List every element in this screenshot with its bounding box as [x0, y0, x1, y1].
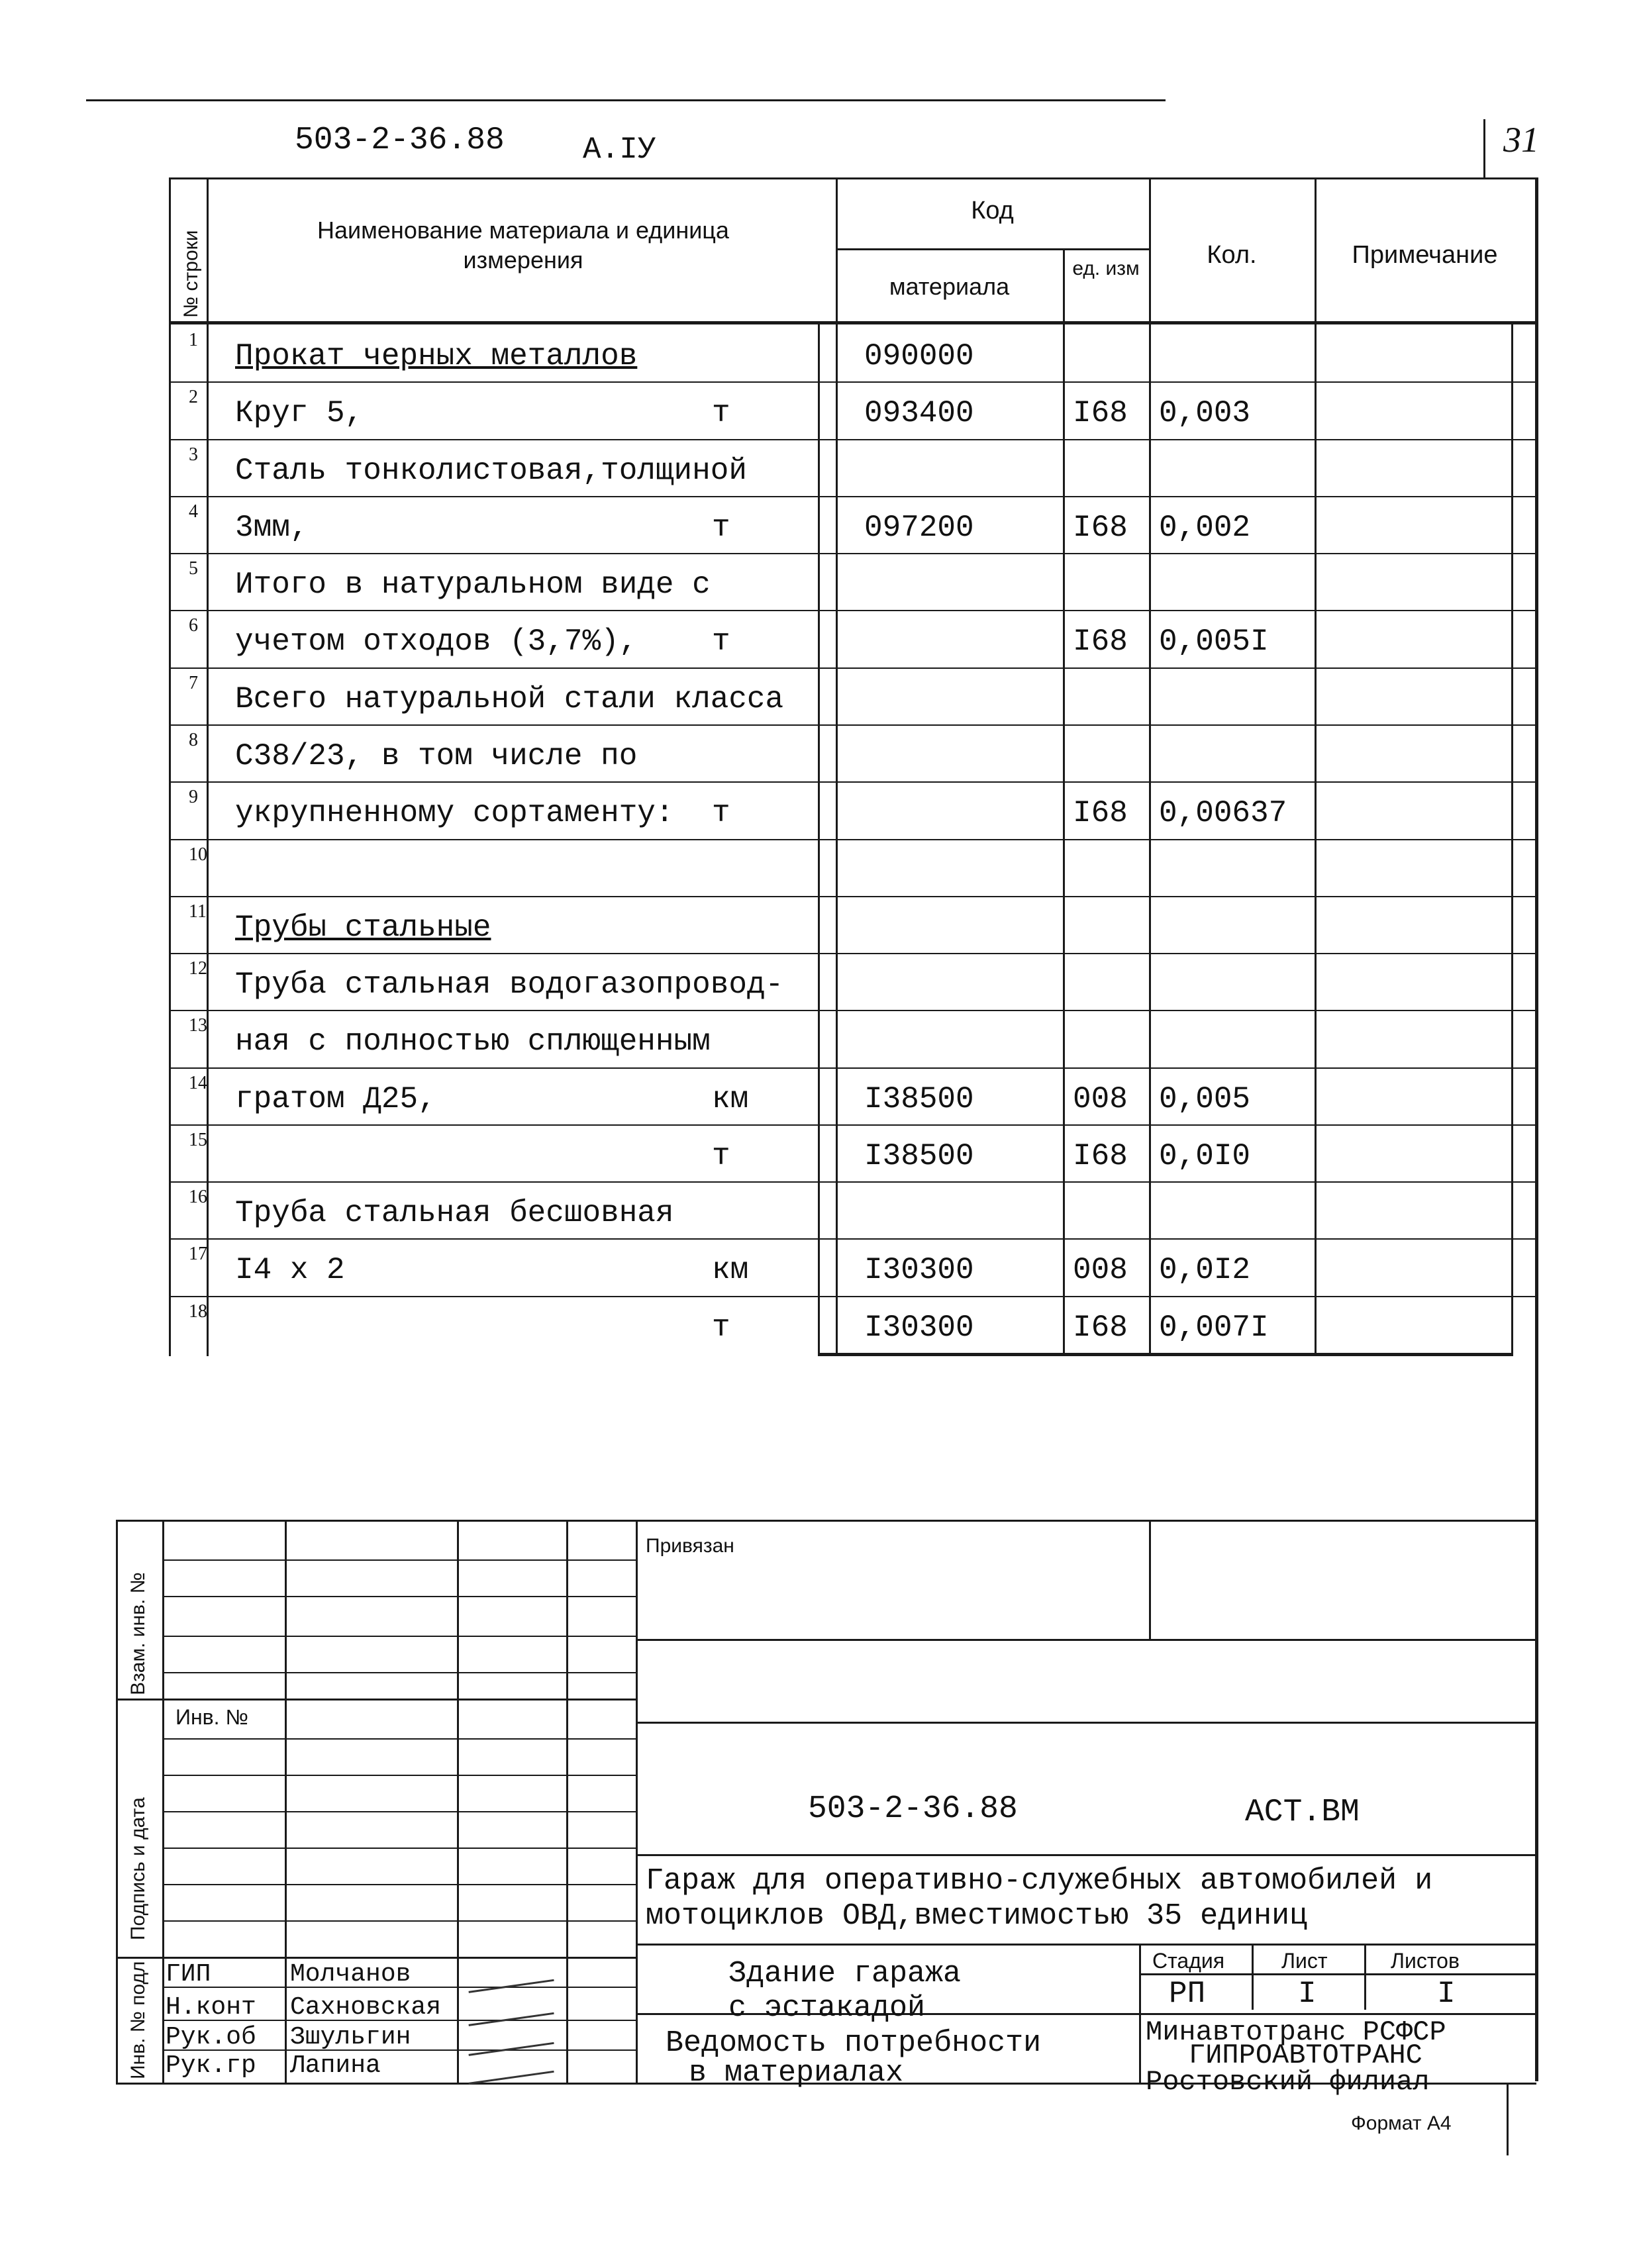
stamp-top-rule [116, 1520, 1536, 1522]
page-number: 31 [1503, 120, 1539, 160]
object-title-2: мотоциклов ОВД,вместимостью 35 единиц [646, 1899, 1308, 1933]
stamp-col-2 [285, 1520, 287, 2083]
row-number: 9 [189, 787, 198, 807]
quantity: 0,005I [1159, 624, 1269, 659]
stage-label: Стадия [1152, 1949, 1225, 1973]
stamp-grid-rule [162, 1636, 636, 1637]
stamp-grid-rule [162, 1884, 636, 1885]
material-name: С38/23, в том числе по [235, 739, 638, 773]
stamp-left-frame [116, 1520, 118, 2083]
row-rule [169, 1010, 1536, 1011]
sheets-value: I [1437, 1977, 1456, 2011]
unit-word: т [712, 1310, 730, 1345]
material-name: Итого в натуральном виде с [235, 567, 711, 602]
org-line-1: Минавтотранс РСФСР [1146, 2016, 1446, 2048]
material-name: Прокат черных металлов [235, 339, 638, 373]
signature-mark [466, 1959, 554, 1993]
inv-no-label: Инв. № [175, 1705, 248, 1729]
signer-name: Лапина [290, 2051, 381, 2080]
quantity: 0,0I0 [1159, 1139, 1251, 1173]
stage-col-2 [1364, 1944, 1366, 2010]
stamp-doc-code: 503-2-36.88 [808, 1791, 1018, 1827]
stamp-grid-rule [162, 1811, 636, 1812]
stamp-grid-rule [162, 1848, 636, 1849]
stamp-grid-rule [162, 1920, 636, 1922]
material-code: 093400 [864, 396, 974, 430]
code-col-line [836, 177, 838, 1356]
stage-col-1 [1252, 1944, 1254, 2010]
unit-code: 008 [1073, 1082, 1128, 1116]
row-rule [169, 667, 1536, 669]
material-name: I4 х 2 [235, 1253, 345, 1287]
row-number: 1 [189, 330, 198, 350]
signer-role: Рук.гр [166, 2051, 256, 2080]
code-header: Код [971, 197, 1014, 224]
row-rule [169, 439, 1536, 440]
unit-word: т [712, 796, 730, 830]
material-name: гратом Д25, [235, 1082, 436, 1116]
rownum-header: № строки [180, 230, 202, 318]
header-bottom-rule [169, 321, 1536, 324]
side-label-podpis: Подпись и дата [127, 1797, 149, 1940]
sheet-title-1: Ведомость потребности [666, 2026, 1042, 2060]
building-title-1: Здание гаража [728, 1957, 962, 1991]
signer-role: ГИП [166, 1960, 211, 1989]
side-label-vzam: Взам. инв. № [127, 1572, 149, 1695]
signer-name: Молчанов [290, 1960, 411, 1989]
material-name: Труба стальная бесшовная [235, 1196, 674, 1230]
stamp-col-5 [636, 1520, 638, 2083]
quantity: 0,00637 [1159, 796, 1287, 830]
unit-word: км [712, 1253, 749, 1287]
sheet-value: I [1298, 1977, 1317, 2011]
unit-word: км [712, 1082, 749, 1116]
name-header: Наименование материала и единица измерения [317, 217, 729, 273]
row-number: 2 [189, 387, 198, 407]
unit-word: т [712, 396, 730, 430]
row-number: 11 [189, 901, 207, 922]
org-line-2: ГИПРОАВТОТРАНС [1189, 2040, 1422, 2071]
signer-name: Сахновская [290, 1993, 442, 2022]
material-header: материала [889, 273, 1010, 300]
row-rule [169, 839, 1536, 840]
building-row-top [636, 1944, 1536, 1946]
unit-code: 008 [1073, 1253, 1128, 1287]
quantity: 0,003 [1159, 396, 1251, 430]
stamp-grid-rule [162, 1672, 636, 1673]
row-number: 7 [189, 673, 198, 693]
note-header: Примечание [1352, 241, 1498, 269]
quantity: 0,002 [1159, 511, 1251, 545]
row-rule [169, 381, 1536, 383]
unit-word: т [712, 1139, 730, 1173]
material-code: 090000 [864, 339, 974, 373]
row-number: 6 [189, 615, 198, 636]
row-number: 16 [189, 1187, 207, 1207]
row-rule [169, 1181, 1536, 1183]
quantity: 0,0I2 [1159, 1253, 1251, 1287]
stamp-grid-rule [162, 1559, 636, 1561]
stamp-side-col [162, 1520, 164, 2083]
doc-code: 503-2-36.88 [295, 123, 505, 158]
row-rule [169, 1238, 1536, 1240]
inner-bold-right [1511, 321, 1513, 1354]
material-name: ная с полностью сплющенным [235, 1024, 711, 1059]
row-number: 8 [189, 730, 198, 750]
unit-code: I68 [1073, 796, 1128, 830]
org-line-3: Ростовский филиал [1146, 2066, 1430, 2098]
sheet-title-2: в материалах [689, 2056, 904, 2090]
stamp-grid-rule [162, 1738, 636, 1740]
row-rule [169, 896, 1536, 897]
side-label-inv: Инв. № подл [127, 1961, 149, 2079]
unit-word: т [712, 511, 730, 545]
inner-bold-left [818, 321, 820, 1354]
row-number: 15 [189, 1130, 207, 1150]
stamp-side-sep-1 [116, 1699, 636, 1701]
signer-role: Рук.об [166, 2023, 256, 2051]
row-number: 13 [189, 1015, 207, 1036]
code-subheader-rule [836, 248, 1149, 250]
row-number: 4 [189, 501, 198, 522]
material-name: 3мм, [235, 511, 309, 545]
building-title-2: с эстакадой [728, 1991, 926, 2025]
qty-header: Кол. [1207, 241, 1257, 269]
row-rule [169, 610, 1536, 611]
privyazan-bottom [636, 1639, 1536, 1641]
material-code: I30300 [864, 1310, 974, 1345]
top-rule [86, 99, 1166, 101]
note-col-line [1315, 177, 1317, 1356]
material-name: Трубы стальные [235, 911, 491, 945]
row-number: 18 [189, 1301, 207, 1322]
right-frame-tail [1507, 2083, 1509, 2155]
material-name: укрупненному сортаменту: [235, 796, 674, 830]
table-bottom-rule [818, 1353, 1513, 1356]
unit-word: т [712, 624, 730, 659]
row-number: 14 [189, 1073, 207, 1093]
signer-role: Н.конт [166, 1993, 256, 2022]
sheets-label: Листов [1391, 1949, 1460, 1973]
signature-mark [466, 2022, 554, 2056]
signature-mark [466, 2051, 554, 2085]
material-name: Сталь тонколистовая,толщиной [235, 454, 747, 488]
object-title-1: Гараж для оперативно-служебных автомобилей и [646, 1864, 1433, 1898]
stamp-side-sep-2 [116, 1957, 636, 1959]
row-number: 12 [189, 958, 207, 979]
row-number: 17 [189, 1244, 207, 1264]
right-frame [1535, 177, 1538, 2081]
stamp-col-3 [457, 1520, 459, 2083]
privyazan-split [1149, 1520, 1151, 1639]
unit-code: I68 [1073, 1139, 1128, 1173]
stamp-doc-mark: АСТ.ВМ [1245, 1795, 1360, 1830]
row-number: 5 [189, 558, 198, 579]
sheet-label: Лист [1281, 1949, 1328, 1973]
quantity: 0,007I [1159, 1310, 1269, 1345]
signature-mark [466, 1993, 554, 2026]
page-box-line [1483, 119, 1485, 179]
material-code: I38500 [864, 1082, 974, 1116]
material-name: Всего натуральной стали класса [235, 682, 784, 716]
unit-col-line [1063, 248, 1065, 1356]
unit-code: I68 [1073, 624, 1128, 659]
stage-label-rule [1139, 1973, 1536, 1975]
stage-block-left [1139, 1944, 1141, 2083]
stage-value: РП [1169, 1977, 1206, 2011]
rownum-col-line [207, 177, 209, 1356]
stamp-grid-rule [162, 1596, 636, 1597]
material-name: Труба стальная водогазопровод- [235, 967, 784, 1002]
row-rule [169, 953, 1536, 954]
row-rule [169, 781, 1536, 783]
qty-col-line [1149, 177, 1151, 1356]
stamp-grid-rule [162, 1775, 636, 1776]
material-name: Круг 5, [235, 396, 364, 430]
signer-name: Зшульгин [290, 2023, 411, 2051]
row-number: 3 [189, 444, 198, 465]
unit-code: I68 [1073, 511, 1128, 545]
unit-code: I68 [1073, 396, 1128, 430]
album-label: А.IУ [583, 132, 656, 167]
material-code: I30300 [864, 1253, 974, 1287]
privyazan-label: Привязан [646, 1535, 734, 1557]
row-rule [169, 1124, 1536, 1126]
row-rule [169, 1296, 1536, 1297]
row-rule [169, 553, 1536, 554]
left-frame [169, 177, 171, 1356]
unit-header: ед. изм [1072, 258, 1140, 279]
code-row-top [636, 1722, 1536, 1724]
material-name: учетом отходов (3,7%), [235, 624, 638, 659]
row-rule [169, 496, 1536, 497]
title-row-top [636, 1854, 1536, 1856]
row-rule [169, 724, 1536, 726]
row-rule [169, 1067, 1536, 1069]
unit-code: I68 [1073, 1310, 1128, 1345]
table-top-rule [169, 177, 1536, 179]
material-code: 097200 [864, 511, 974, 545]
format-label: Формат А4 [1351, 2112, 1452, 2134]
quantity: 0,005 [1159, 1082, 1251, 1116]
stamp-col-4 [566, 1520, 568, 2083]
row-number: 10 [189, 844, 207, 865]
material-code: I38500 [864, 1139, 974, 1173]
